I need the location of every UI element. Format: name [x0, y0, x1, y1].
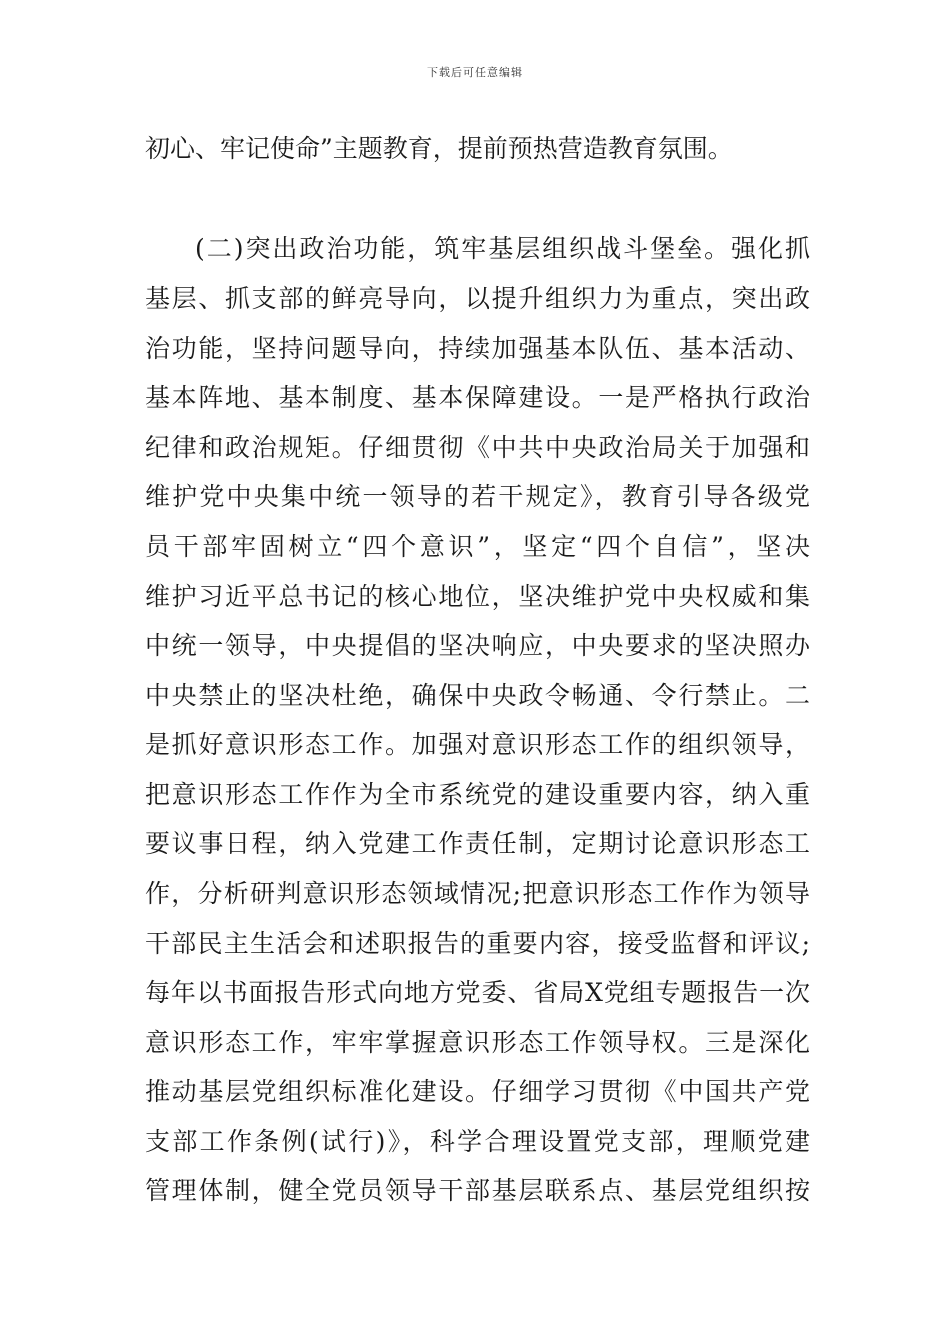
page-header: 下载后可任意编辑	[427, 66, 523, 79]
paragraph-line: 纪律和政治规矩。仔细贯彻《中共中央政治局关于加强和	[145, 433, 810, 462]
paragraph-line: 维护习近平总书记的核心地位，坚决维护党中央权威和集	[145, 582, 810, 611]
paragraph-line: 意识形态工作，牢牢掌握意识形态工作领导权。三是深化	[145, 1028, 810, 1057]
paragraph-line: 是抓好意识形态工作。加强对意识形态工作的组织领导，	[145, 730, 810, 759]
paragraph-line: 把意识形态工作作为全市系统党的建设重要内容，纳入重	[145, 780, 810, 809]
paragraph-line: (二)突出政治功能，筑牢基层组织战斗堡垒。强化抓	[195, 234, 810, 263]
paragraph-line: 员干部牢固树立“四个意识”，坚定“四个自信”，坚决	[145, 532, 810, 561]
paragraph-line: 维护党中央集中统一领导的若干规定》，教育引导各级党	[145, 482, 810, 511]
paragraph-line: 支部工作条例(试行)》，科学合理设置党支部，理顺党建	[145, 1127, 810, 1156]
paragraph-line: 作，分析研判意识形态领域情况;把意识形态工作作为领导	[145, 879, 810, 908]
paragraph-line: 初心、牢记使命”主题教育，提前预热营造教育氛围。	[145, 134, 733, 163]
paragraph-line: 中央禁止的坚决杜绝，确保中央政令畅通、令行禁止。二	[145, 681, 810, 710]
paragraph-line: 基本阵地、基本制度、基本保障建设。一是严格执行政治	[145, 383, 810, 412]
paragraph-line: 治功能，坚持问题导向，持续加强基本队伍、基本活动、	[145, 334, 810, 363]
paragraph-line: 管理体制，健全党员领导干部基层联系点、基层党组织按	[145, 1176, 810, 1205]
paragraph-line: 中统一领导，中央提倡的坚决响应，中央要求的坚决照办	[145, 631, 810, 660]
paragraph-line: 每年以书面报告形式向地方党委、省局X党组专题报告一次	[145, 978, 810, 1007]
paragraph-line: 干部民主生活会和述职报告的重要内容，接受监督和评议;	[145, 929, 810, 958]
paragraph-line: 基层、抓支部的鲜亮导向，以提升组织力为重点，突出政	[145, 284, 810, 313]
paragraph-line: 要议事日程，纳入党建工作责任制，定期讨论意识形态工	[145, 829, 810, 858]
paragraph-line: 推动基层党组织标准化建设。仔细学习贯彻《中国共产党	[145, 1077, 810, 1106]
